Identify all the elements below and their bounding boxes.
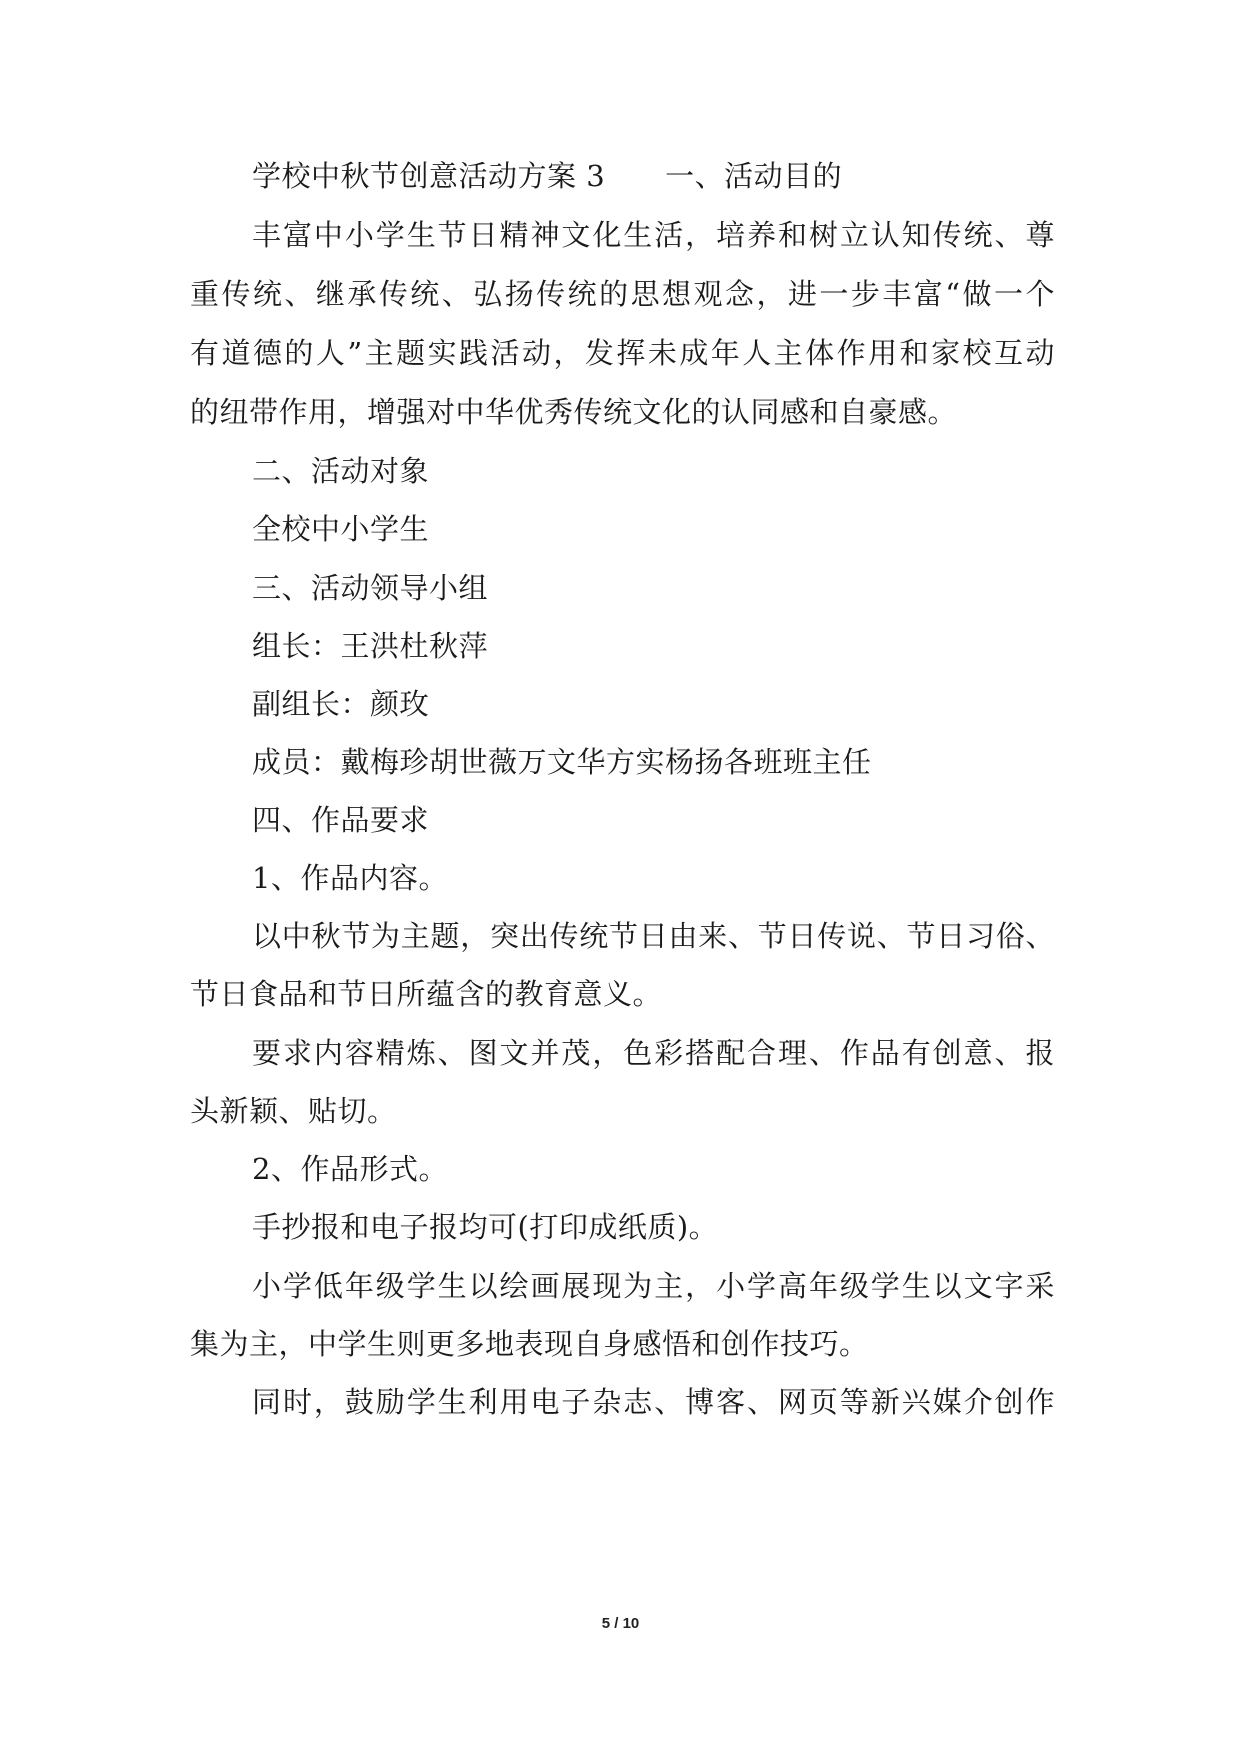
paragraph-line: 小学低年级学生以绘画展现为主，小学高年级学生以文字采 <box>252 1269 1055 1303</box>
paragraph-line: 以中秋节为主题，突出传统节日由来、节日传说、节日习俗、 <box>252 919 1055 953</box>
subheading: 2、作品形式。 <box>252 1152 448 1186</box>
paragraph-line: 集为主，中学生则更多地表现自身感悟和创作技巧。 <box>190 1327 869 1361</box>
title-line <box>252 156 842 196</box>
paragraph-line: 同时，鼓励学生利用电子杂志、博客、网页等新兴媒介创作 <box>252 1385 1055 1419</box>
paragraph-line: 副组长：颜玫 <box>252 687 430 721</box>
paragraph-line: 要求内容精炼、图文并茂，色彩搭配合理、作品有创意、报 <box>252 1036 1055 1070</box>
paragraph-line: 节日食品和节日所蕴含的教育意义。 <box>190 977 663 1011</box>
section-heading-3: 三、活动领导小组 <box>252 571 489 605</box>
section-heading-1: 一、活动目的 <box>665 159 843 193</box>
page-number: 5 / 10 <box>601 1615 640 1632</box>
paragraph-line: 的纽带作用，增强对中华优秀传统文化的认同感和自豪感。 <box>190 395 958 429</box>
paragraph-line: 丰富中小学生节日精神文化生活，培养和树立认知传统、尊 <box>252 218 1055 252</box>
paragraph-line: 全校中小学生 <box>252 512 430 546</box>
subheading: 1、作品内容。 <box>252 861 448 895</box>
section-heading-2: 二、活动对象 <box>252 454 430 488</box>
document-title: 学校中秋节创意活动方案 3 <box>252 159 606 193</box>
paragraph-line: 重传统、继承传统、弘扬传统的思想观念，进一步丰富“做一个 <box>190 277 1055 311</box>
paragraph-line: 头新颖、贴切。 <box>190 1094 397 1128</box>
paragraph-line: 组长：王洪杜秋萍 <box>252 629 489 663</box>
paragraph-line: 有道德的人”主题实践活动，发挥未成年人主体作用和家校互动 <box>190 336 1055 370</box>
paragraph-line: 手抄报和电子报均可(打印成纸质)。 <box>252 1210 719 1244</box>
section-heading-4: 四、作品要求 <box>252 803 430 837</box>
paragraph-line: 成员：戴梅珍胡世薇万文华方实杨扬各班班主任 <box>252 745 872 779</box>
